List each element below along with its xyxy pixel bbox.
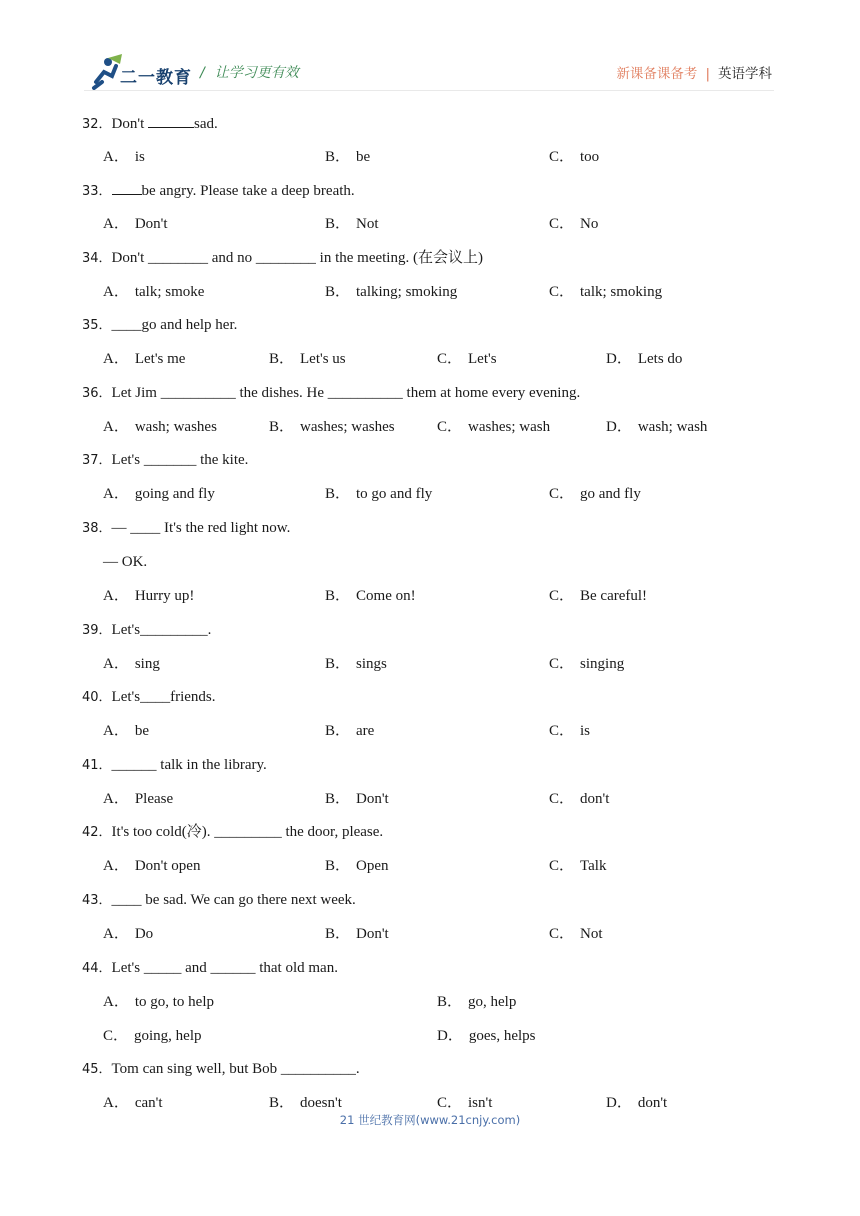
question-text: ____go and help her. <box>111 317 238 333</box>
option-letter: C． <box>549 588 575 604</box>
question-text: Let Jim __________ the dishes. He __________ them at home every evening. <box>111 385 581 401</box>
answer-option <box>437 992 516 1012</box>
option-letter: A． <box>103 588 129 604</box>
answer-option <box>103 1026 202 1046</box>
answer-option <box>103 214 168 234</box>
option-letter: B． <box>269 1095 295 1111</box>
answer-option <box>103 789 173 809</box>
option-letter: B． <box>325 216 351 232</box>
answer-option <box>549 214 598 234</box>
option-letter: B． <box>325 656 351 672</box>
option-text: going and fly <box>134 486 215 502</box>
option-letter: C． <box>437 351 463 367</box>
question-number: 42． <box>82 825 112 840</box>
question-number: 32． <box>82 117 112 132</box>
dialogue-reply: — OK. <box>103 554 148 570</box>
option-text: wash; washes <box>134 419 217 435</box>
question-text: Don't sad. <box>112 116 218 132</box>
option-letter: A． <box>103 149 129 165</box>
option-text: to go and fly <box>356 486 433 502</box>
option-letter: A． <box>103 858 129 874</box>
tag-subject: 英语学科 <box>718 66 772 82</box>
option-letter: B． <box>325 149 351 165</box>
option-text: don't <box>637 1095 668 1111</box>
answer-option <box>437 1093 492 1113</box>
answer-option <box>549 721 590 741</box>
option-letter: C． <box>549 486 575 502</box>
option-text: Let's <box>468 351 497 367</box>
option-letter: C． <box>549 926 575 942</box>
option-text: washes; wash <box>468 419 551 435</box>
option-letter: B． <box>325 858 351 874</box>
option-text: Let's me <box>134 351 186 367</box>
option-letter: A． <box>103 351 129 367</box>
answer-option <box>103 417 217 437</box>
option-text: doesn't <box>300 1095 342 1111</box>
option-text: is <box>134 149 145 165</box>
question-text: ______ talk in the library. <box>111 757 267 773</box>
option-text: be <box>356 149 371 165</box>
answer-option <box>549 654 624 674</box>
option-letter: B． <box>269 351 295 367</box>
question-text: Don't ________ and no ________ in the meeting. (在会议上) <box>111 250 483 266</box>
option-letter: B． <box>325 791 351 807</box>
question-stem <box>82 180 355 202</box>
option-text: go, help <box>468 994 517 1010</box>
question-stem <box>82 890 356 911</box>
option-text: washes; washes <box>300 419 395 435</box>
answer-option <box>606 1093 667 1113</box>
answer-option <box>103 586 194 606</box>
question-text: It's too cold(冷). _________ the door, please. <box>111 824 384 840</box>
option-letter: A． <box>103 284 129 300</box>
answer-option <box>549 924 603 944</box>
page-header <box>0 0 860 100</box>
question-stem <box>82 450 248 471</box>
answer-option <box>549 789 609 809</box>
option-letter: D． <box>606 419 632 435</box>
option-text: Talk <box>580 858 607 874</box>
answer-option <box>325 586 416 606</box>
option-letter: A． <box>103 791 129 807</box>
slogan: / 让学习更有效 <box>200 65 299 81</box>
option-text: Hurry up! <box>134 588 195 604</box>
option-letter: C． <box>549 656 575 672</box>
question-text: ____ be sad. We can go there next week. <box>111 892 356 908</box>
option-text: Don't open <box>134 858 201 874</box>
option-text: talk; smoking <box>580 284 663 300</box>
option-letter: B． <box>325 284 351 300</box>
option-letter: C． <box>549 858 575 874</box>
question-stem <box>82 620 211 641</box>
answer-option <box>325 147 370 167</box>
answer-option <box>103 349 185 369</box>
option-text: talking; smoking <box>356 284 458 300</box>
question-number: 35． <box>82 318 112 333</box>
answer-option <box>325 282 457 302</box>
answer-option <box>549 147 599 167</box>
option-letter: A． <box>103 723 129 739</box>
option-text: is <box>580 723 591 739</box>
page-footer: 21 世纪教育网(www.21cnjy.com) <box>339 1113 521 1127</box>
answer-option <box>549 282 662 302</box>
answer-option <box>549 586 647 606</box>
option-text: Don't <box>356 926 389 942</box>
option-letter: C． <box>549 216 575 232</box>
option-text: singing <box>580 656 625 672</box>
option-letter: B． <box>325 588 351 604</box>
question-number: 41． <box>82 758 112 773</box>
answer-option <box>269 1093 342 1113</box>
option-text: Open <box>356 858 389 874</box>
option-text: Let's us <box>300 351 346 367</box>
option-letter: C． <box>437 1095 463 1111</box>
question-stem <box>82 822 383 843</box>
option-text: sing <box>134 656 160 672</box>
option-letter: A． <box>103 1095 129 1111</box>
answer-option <box>325 789 389 809</box>
option-letter: B． <box>325 723 351 739</box>
question-stem <box>82 383 580 404</box>
option-text: Not <box>356 216 379 232</box>
tag-course: 新课备课备考 <box>616 66 698 82</box>
option-letter: C． <box>103 1028 129 1044</box>
option-text: talk; smoke <box>134 284 205 300</box>
question-number: 34． <box>82 251 112 266</box>
answer-option <box>103 282 204 302</box>
question-text: Let's _______ the kite. <box>111 452 249 468</box>
answer-option <box>549 484 641 504</box>
answer-option <box>103 721 149 741</box>
question-stem <box>82 113 218 135</box>
question-number: 40． <box>82 690 112 705</box>
option-letter: A． <box>103 419 129 435</box>
option-letter: B． <box>269 419 295 435</box>
option-text: too <box>580 149 600 165</box>
option-letter: C． <box>549 284 575 300</box>
option-letter: A． <box>103 656 129 672</box>
option-letter: C． <box>549 149 575 165</box>
option-text: going, help <box>134 1028 202 1044</box>
answer-option <box>103 924 153 944</box>
option-text: can't <box>134 1095 163 1111</box>
option-text: Don't <box>134 216 168 232</box>
option-text: wash; wash <box>637 419 708 435</box>
option-letter: D． <box>437 1028 463 1044</box>
option-text: Not <box>580 926 603 942</box>
question-text: Let's_________. <box>111 622 212 638</box>
option-text: No <box>580 216 599 232</box>
answer-blank <box>112 180 142 195</box>
question-stem <box>82 687 215 708</box>
answer-option <box>103 992 214 1012</box>
option-text: Do <box>134 926 154 942</box>
question-text: be angry. Please take a deep breath. <box>112 183 355 199</box>
question-number: 36． <box>82 386 112 401</box>
answer-option <box>103 484 215 504</box>
option-text: Please <box>134 791 174 807</box>
option-text: Come on! <box>356 588 416 604</box>
option-letter: A． <box>103 994 129 1010</box>
option-letter: D． <box>606 1095 632 1111</box>
option-letter: C． <box>549 791 575 807</box>
option-letter: C． <box>549 723 575 739</box>
option-letter: A． <box>103 926 129 942</box>
question-number: 33． <box>82 184 112 199</box>
question-text: Let's _____ and ______ that old man. <box>111 960 338 976</box>
option-text: to go, to help <box>134 994 215 1010</box>
answer-option <box>437 417 550 437</box>
question-stem <box>82 1059 360 1080</box>
answer-option <box>325 924 389 944</box>
option-letter: D． <box>606 351 632 367</box>
answer-blank <box>148 113 194 128</box>
option-text: go and fly <box>580 486 641 502</box>
answer-option <box>269 417 395 437</box>
question-number: 39． <box>82 623 112 638</box>
question-text: Tom can sing well, but Bob __________. <box>111 1061 360 1077</box>
answer-option <box>103 654 160 674</box>
question-stem <box>82 755 267 776</box>
option-text: are <box>356 723 375 739</box>
question-number: 44． <box>82 961 112 976</box>
answer-option <box>325 721 374 741</box>
header-divider <box>84 90 774 91</box>
option-text: Don't <box>356 791 389 807</box>
option-text: isn't <box>468 1095 493 1111</box>
answer-option <box>549 856 606 876</box>
option-text: don't <box>580 791 610 807</box>
answer-option <box>437 349 497 369</box>
question-stem <box>82 518 290 539</box>
answer-option <box>325 856 389 876</box>
option-text: sings <box>356 656 387 672</box>
answer-option <box>103 1093 163 1113</box>
question-stem <box>82 315 237 336</box>
option-letter: A． <box>103 216 129 232</box>
question-stem <box>82 958 338 979</box>
option-letter: B． <box>325 926 351 942</box>
answer-option <box>103 147 145 167</box>
answer-option <box>325 484 432 504</box>
option-letter: B． <box>437 994 463 1010</box>
answer-option <box>103 856 200 876</box>
option-letter: C． <box>437 419 463 435</box>
question-number: 45． <box>82 1062 112 1077</box>
logo-text: 二一教育 <box>120 68 192 88</box>
option-text: Lets do <box>637 351 683 367</box>
option-letter: A． <box>103 486 129 502</box>
answer-option <box>437 1026 536 1046</box>
answer-option <box>606 417 707 437</box>
answer-option <box>606 349 682 369</box>
question-number: 38． <box>82 521 112 536</box>
question-text: Let's____friends. <box>111 689 216 705</box>
answer-option <box>325 654 387 674</box>
answer-option <box>269 349 346 369</box>
option-text: Be careful! <box>580 588 648 604</box>
option-text: be <box>134 723 150 739</box>
question-number: 37． <box>82 453 112 468</box>
question-number: 43． <box>82 893 112 908</box>
answer-option <box>325 214 379 234</box>
option-letter: B． <box>325 486 351 502</box>
header-tags: 新课备课备考 | 英语学科 <box>616 66 772 82</box>
option-text: goes, helps <box>468 1028 536 1044</box>
question-text: — ____ It's the red light now. <box>111 520 291 536</box>
question-stem <box>82 248 483 269</box>
